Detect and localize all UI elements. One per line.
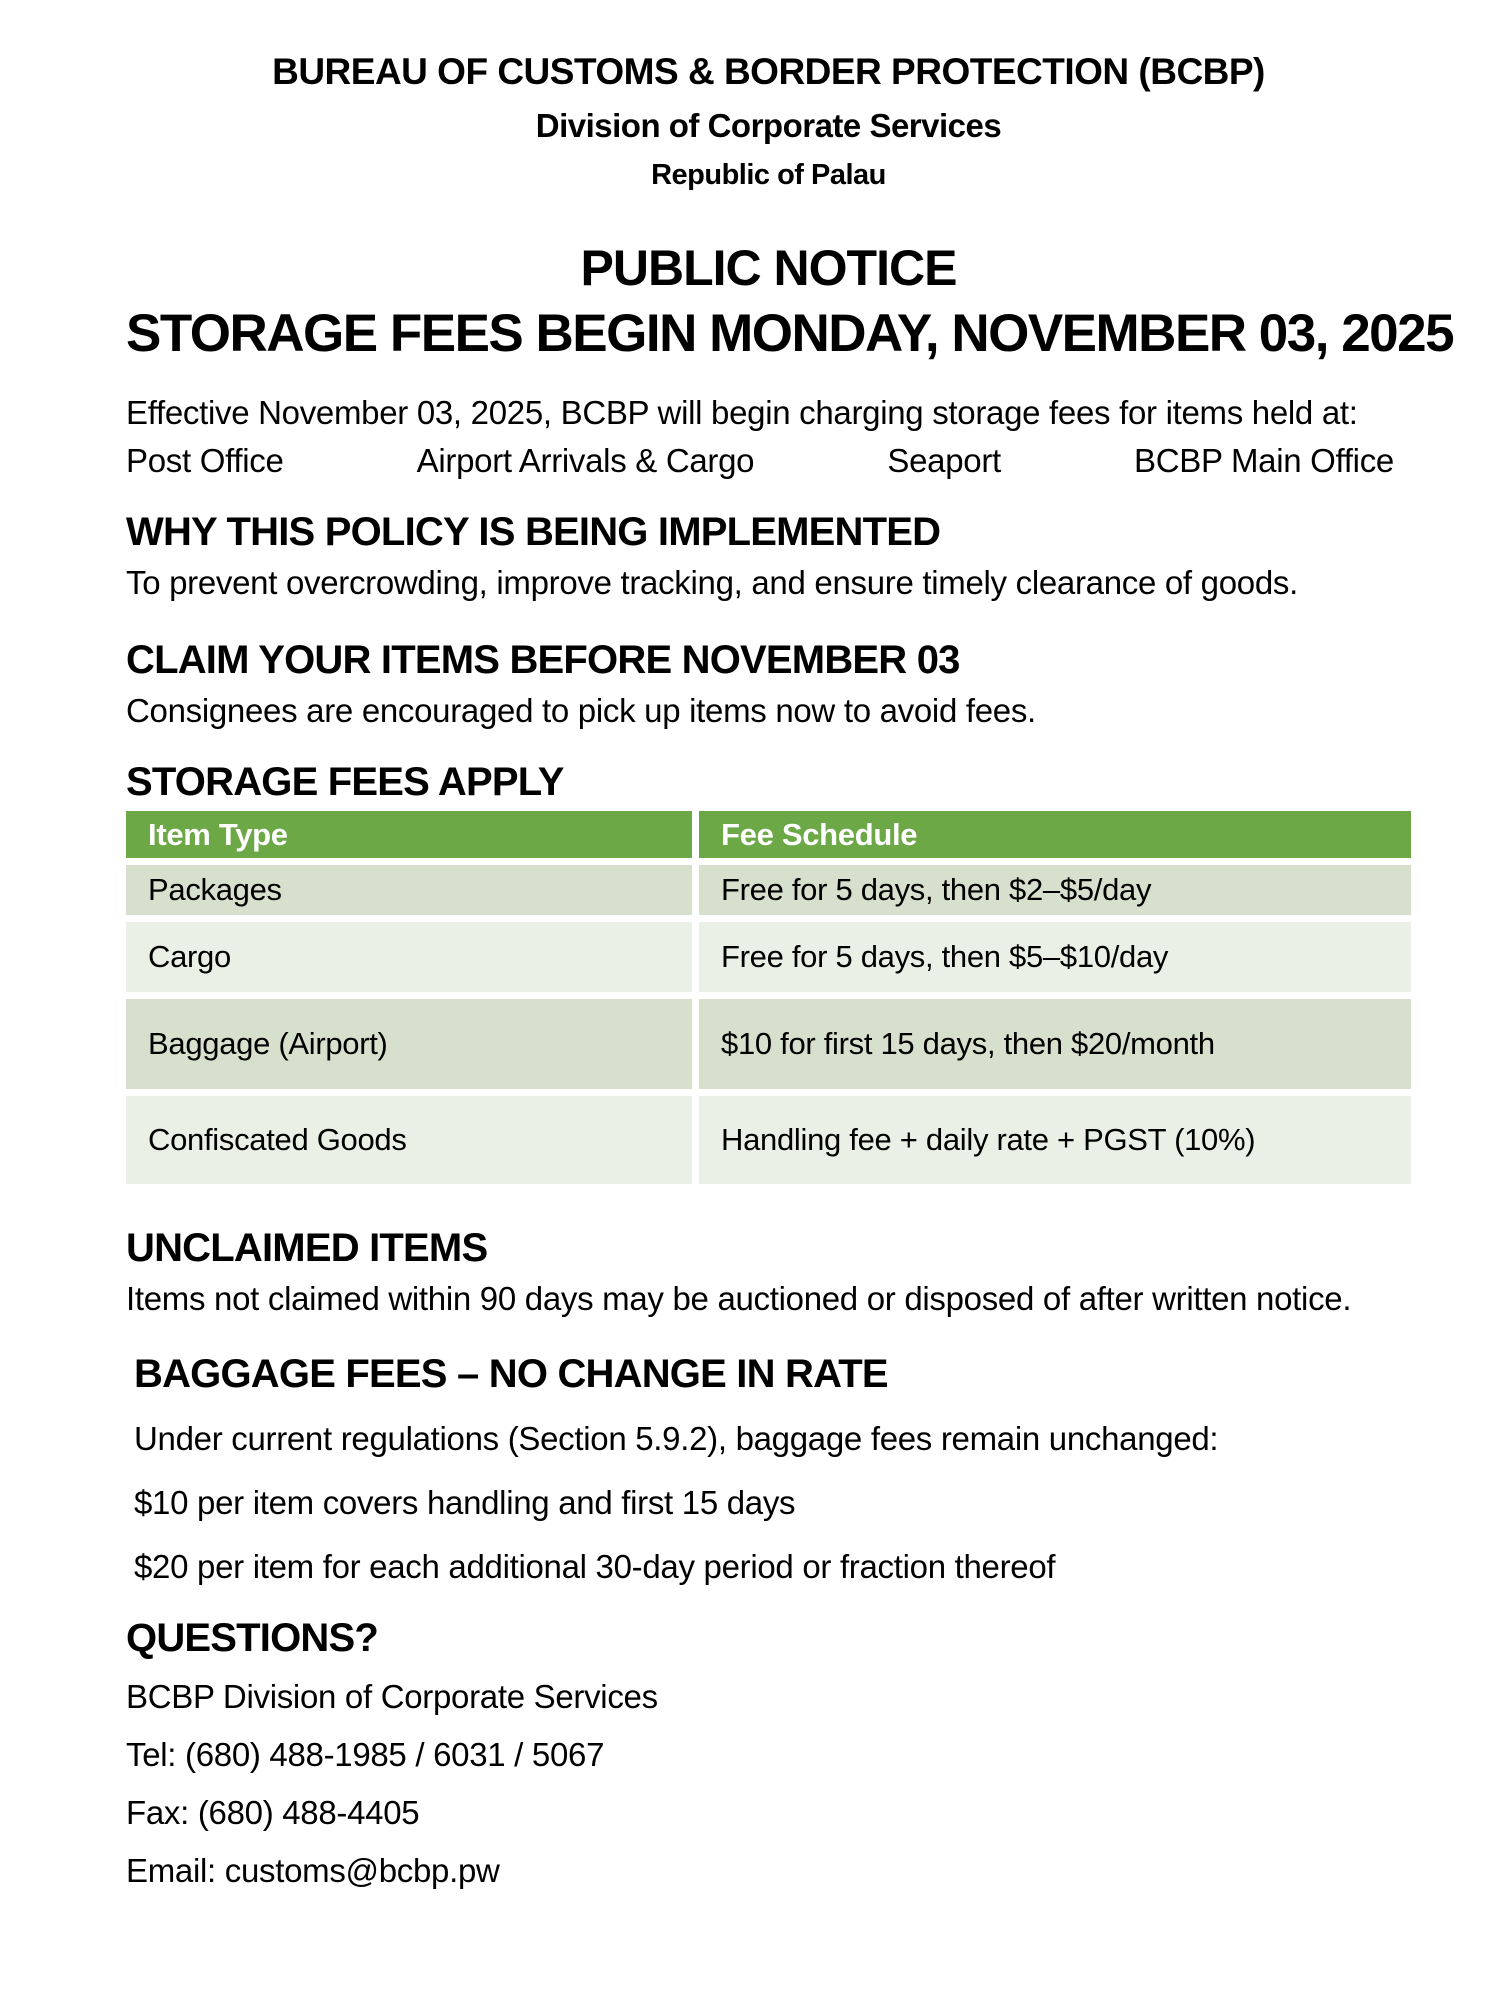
table-row (126, 915, 1411, 992)
item-type-cell: Packages (126, 858, 692, 915)
fee-schedule-cell: $10 for first 15 days, then $20/month (692, 992, 1411, 1089)
location-post-office: Post Office (126, 442, 284, 479)
notice-subtitle: STORAGE FEES BEGIN MONDAY, NOVEMBER 03, 2025 (126, 304, 1454, 363)
table-row (126, 992, 1411, 1089)
contact-division: BCBP Division of Corporate Services (126, 1678, 658, 1715)
baggage-heading: BAGGAGE FEES – NO CHANGE IN RATE (134, 1352, 888, 1396)
item-type-cell: Confiscated Goods (126, 1089, 692, 1184)
location-seaport: Seaport (887, 442, 1001, 479)
fee-table-col-item-type: Item Type (126, 811, 692, 858)
table-row (126, 1089, 1411, 1184)
location-main-office: BCBP Main Office (1134, 442, 1394, 479)
unclaimed-heading: UNCLAIMED ITEMS (126, 1226, 488, 1270)
section-claim (126, 636, 1411, 734)
table-row (126, 858, 1411, 915)
fee-schedule-cell: Free for 5 days, then $2–$5/day (692, 858, 1411, 915)
fee-schedule-cell: Free for 5 days, then $5–$10/day (692, 915, 1411, 992)
questions-heading: QUESTIONS? (126, 1616, 379, 1660)
section-why (126, 508, 1411, 606)
fee-schedule-cell: Handling fee + daily rate + PGST (10%) (692, 1089, 1411, 1184)
org-country: Republic of Palau (651, 159, 886, 191)
baggage-line-10-dollar: $10 per item covers handling and first 15 days (134, 1484, 796, 1521)
claim-body: Consignees are encouraged to pick up items now to avoid fees. (126, 692, 1036, 729)
contact-tel: Tel: (680) 488-1985 / 6031 / 5067 (126, 1736, 605, 1773)
org-name: BUREAU OF CUSTOMS & BORDER PROTECTION (BCBP) (272, 51, 1265, 92)
why-heading: WHY THIS POLICY IS BEING IMPLEMENTED (126, 510, 941, 554)
notice-title: PUBLIC NOTICE (580, 240, 957, 296)
baggage-line-20-dollar: $20 per item for each additional 30-day period or fraction thereof (134, 1548, 1056, 1585)
locations-row (126, 438, 1394, 484)
fee-table (126, 811, 1411, 1184)
org-header (126, 50, 1411, 193)
fees-heading: STORAGE FEES APPLY (126, 760, 564, 804)
contact-fax: Fax: (680) 488-4405 (126, 1794, 420, 1831)
section-baggage-fees (126, 1350, 1411, 1590)
location-airport: Airport Arrivals & Cargo (416, 442, 755, 479)
claim-heading: CLAIM YOUR ITEMS BEFORE NOVEMBER 03 (126, 638, 960, 682)
section-unclaimed (126, 1224, 1411, 1322)
fee-table-header-row (126, 811, 1411, 858)
section-storage-fees (126, 758, 1411, 1184)
why-body: To prevent overcrowding, improve tracking, and ensure timely clearance of goods. (126, 564, 1298, 601)
org-division: Division of Corporate Services (535, 107, 1002, 144)
contact-email: Email: customs@bcbp.pw (126, 1852, 500, 1889)
item-type-cell: Baggage (Airport) (126, 992, 692, 1089)
fee-table-col-fee-schedule: Fee Schedule (692, 811, 1411, 858)
section-questions (126, 1614, 1411, 1894)
intro-text: Effective November 03, 2025, BCBP will begin charging storage fees for items held at: (126, 394, 1358, 431)
unclaimed-body: Items not claimed within 90 days may be auctioned or disposed of after written notice. (126, 1280, 1352, 1317)
item-type-cell: Cargo (126, 915, 692, 992)
baggage-line-regulations: Under current regulations (Section 5.9.2), baggage fees remain unchanged: (134, 1420, 1219, 1457)
